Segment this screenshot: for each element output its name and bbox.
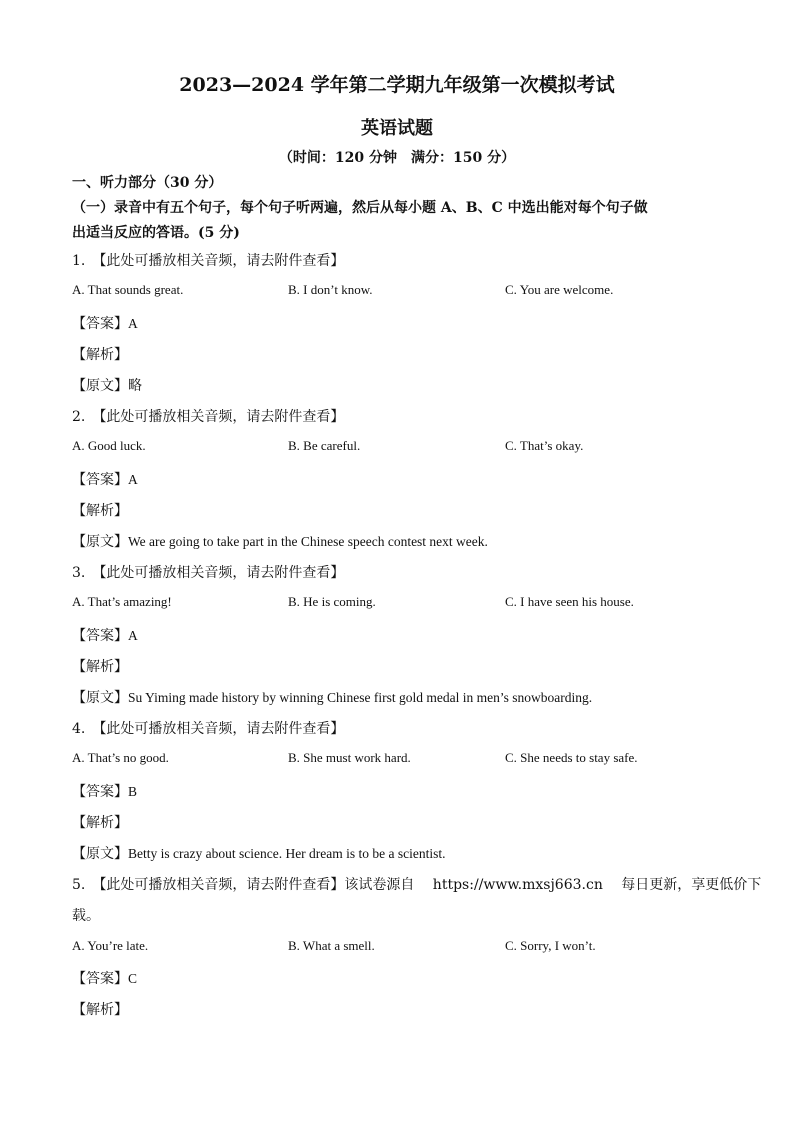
answer-value: B bbox=[128, 784, 138, 799]
analysis-label: 【解析】 bbox=[72, 659, 128, 675]
question-1-stem: 1. 【此处可播放相关音频，请去附件查看】 bbox=[72, 253, 345, 269]
question-1-answer bbox=[72, 313, 138, 333]
answer-value: A bbox=[128, 628, 138, 643]
exam-info: （时间：120 分钟 满分：150 分） bbox=[278, 150, 516, 166]
question-2-original bbox=[72, 531, 488, 551]
question-5-option-c: C. Sorry, I won’t. bbox=[505, 938, 596, 953]
answer-value: A bbox=[128, 316, 138, 331]
question-3-answer bbox=[72, 625, 138, 645]
answer-value: A bbox=[128, 472, 138, 487]
answer-value: C bbox=[128, 971, 138, 986]
section-instruction-line2: 出适当反应的答语。(5 分) bbox=[72, 225, 240, 241]
question-2-answer bbox=[72, 469, 138, 489]
question-3-analysis bbox=[72, 656, 128, 676]
answer-label: 【答案】 bbox=[72, 316, 128, 332]
question-5-answer bbox=[72, 968, 137, 988]
question-2-analysis bbox=[72, 500, 128, 520]
question-1-option-c: C. You are welcome. bbox=[505, 282, 614, 297]
question-4-option-c: C. She needs to stay safe. bbox=[505, 750, 638, 765]
answer-label: 【答案】 bbox=[72, 971, 128, 987]
question-4-stem: 4. 【此处可播放相关音频，请去附件查看】 bbox=[72, 721, 345, 737]
section-heading: 一、听力部分（30 分） bbox=[72, 175, 223, 191]
analysis-label: 【解析】 bbox=[72, 503, 128, 519]
original-text: Betty is crazy about science. Her dream is to be a scientist. bbox=[128, 846, 446, 861]
question-1-original bbox=[72, 375, 142, 395]
question-1-analysis bbox=[72, 344, 128, 364]
original-text: Su Yiming made history by winning Chinese first gold medal in men’s snowboarding. bbox=[128, 690, 593, 705]
question-3-original bbox=[72, 687, 592, 707]
question-4-option-b: B. She must work hard. bbox=[288, 750, 411, 765]
answer-label: 【答案】 bbox=[72, 472, 128, 488]
question-4-option-a: A. That’s no good. bbox=[72, 750, 169, 765]
question-5-stem-line1: 5. 【此处可播放相关音频，请去附件查看】该试卷源自 https://www.mxsj663.cn 每日更新，享更低价下 bbox=[72, 877, 762, 893]
question-4-answer bbox=[72, 781, 137, 801]
analysis-label: 【解析】 bbox=[72, 1002, 128, 1018]
question-3-option-c: C. I have seen his house. bbox=[505, 594, 634, 609]
question-1-option-a: A. That sounds great. bbox=[72, 282, 184, 297]
subject-title: 英语试题 bbox=[361, 118, 433, 139]
analysis-label: 【解析】 bbox=[72, 815, 128, 831]
original-text: 略 bbox=[128, 378, 142, 394]
original-label: 【原文】 bbox=[72, 690, 128, 706]
section-instruction-line1: （一）录音中有五个句子，每个句子听两遍，然后从每小题 A、B、C 中选出能对每个句子做 bbox=[72, 200, 648, 216]
question-2-option-a: A. Good luck. bbox=[72, 438, 146, 453]
question-4-original bbox=[72, 843, 446, 863]
question-5-option-a: A. You’re late. bbox=[72, 938, 149, 953]
answer-label: 【答案】 bbox=[72, 628, 128, 644]
question-4-analysis bbox=[72, 812, 128, 832]
question-2-option-b: B. Be careful. bbox=[288, 438, 361, 453]
original-text: We are going to take part in the Chinese speech contest next week. bbox=[128, 534, 488, 549]
answer-label: 【答案】 bbox=[72, 784, 128, 800]
question-1-option-b: B. I don’t know. bbox=[288, 282, 373, 297]
exam-title: 2023—2024 学年第二学期九年级第一次模拟考试 bbox=[179, 74, 615, 96]
original-label: 【原文】 bbox=[72, 846, 128, 862]
question-3-option-a: A. That’s amazing! bbox=[72, 594, 172, 609]
original-label: 【原文】 bbox=[72, 378, 128, 394]
analysis-label: 【解析】 bbox=[72, 347, 128, 363]
question-3-stem: 3. 【此处可播放相关音频，请去附件查看】 bbox=[72, 565, 345, 581]
question-2-stem: 2. 【此处可播放相关音频，请去附件查看】 bbox=[72, 409, 345, 425]
question-5-analysis bbox=[72, 999, 128, 1019]
original-label: 【原文】 bbox=[72, 534, 128, 550]
question-3-option-b: B. He is coming. bbox=[288, 594, 376, 609]
question-5-stem-line2: 载。 bbox=[72, 908, 100, 924]
question-2-option-c: C. That’s okay. bbox=[505, 438, 584, 453]
question-5-option-b: B. What a smell. bbox=[288, 938, 375, 953]
